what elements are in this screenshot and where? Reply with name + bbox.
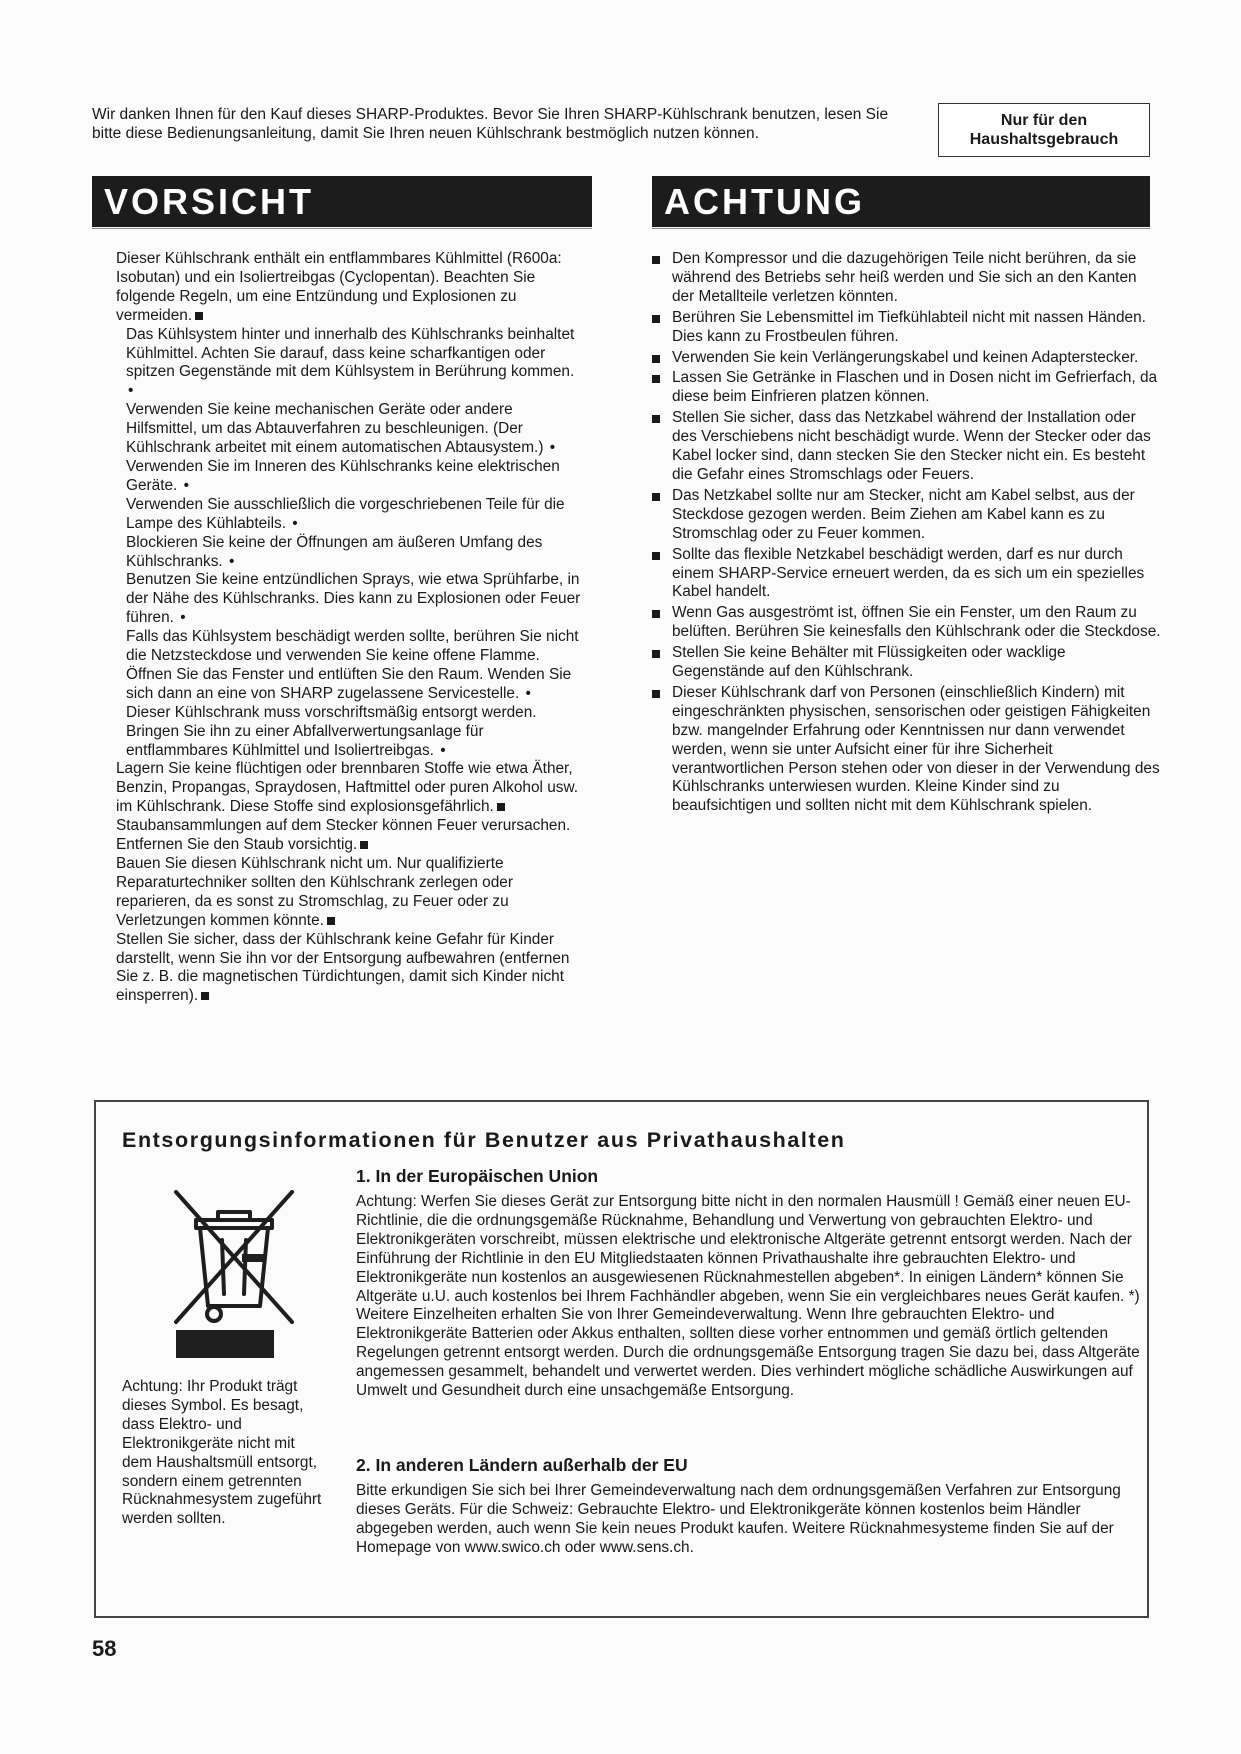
- achtung-item: Stellen Sie sicher, dass das Netzkabel während der Installation oder des Verschiebens nicht beschädigt wurde. Wenn der Stecker oder das Kabel locker sind, dann stecken Sie den Stecker nicht ein. Es besteht die Gefahr eines Stromschlags oder Feuers.: [652, 409, 1162, 485]
- bullet-square: [360, 841, 368, 849]
- badge-line2: Haushaltsgebrauch: [969, 131, 1119, 148]
- vorsicht-sub-item: Das Kühlsystem hinter und innerhalb des Kühlschranks beinhaltet Kühlmittel. Achten Sie darauf, dass keine scharfkantigen oder spitzen Gegenstände mit dem Kühlsystem in Berührung kommen. •: [126, 325, 575, 400]
- symbol-note: Achtung: Ihr Produkt trägt dieses Symbol. Es besagt, dass Elektro- und Elektronikgeräte nicht mit dem Haushaltsmüll entsorgt, sondern einem getrennten Rücknahmesystem zugeführt werden sollten.: [122, 1378, 322, 1528]
- vorsicht-sub-item: Falls das Kühlsystem beschädigt werden sollte, berühren Sie nicht die Netzsteckdose und verwenden Sie keine offene Flamme. Öffnen Sie das Fenster und entlüften Sie den Raum. Wenden Sie sich dann an eine von SHARP zugelassene Servicestelle. •: [126, 628, 579, 702]
- household-use-badge: [938, 103, 1150, 157]
- page-number: 58: [92, 1636, 117, 1661]
- achtung-item: Dieser Kühlschrank darf von Personen (einschließlich Kindern) mit eingeschränkten physischen, sensorischen oder geistigen Fähigkeiten bzw. mangelnder Erfahrung oder Kenntnissen nur dann verwendet werden, wenn sie unter Aufsicht einer für ihre Sicherheit verantwortlichen Person stehen oder von dieser in der Verwendung des Kühlschranks unterwiesen wurden. Kleine Kinder sind zu beaufsichtigen und sollten nicht mit dem Kühlschrank spielen.: [652, 684, 1162, 816]
- achtung-column: [652, 250, 1162, 818]
- intro-text: Wir danken Ihnen für den Kauf dieses SHARP-Produktes. Bevor Sie Ihren SHARP-Kühlschrank benutzen, lesen Sie bitte diese Bedienungsanleitung, damit Sie Ihren neuen Kühlschrank bestmöglich nutzen können.: [92, 106, 889, 142]
- eu-section-title: 1. In der Europäischen Union: [356, 1166, 599, 1186]
- bullet-square: [652, 650, 660, 658]
- bullet-square: [652, 375, 660, 383]
- achtung-heading: ACHTUNG: [652, 176, 1150, 227]
- vorsicht-item: Lagern Sie keine flüchtigen oder brennbaren Stoffe wie etwa Äther, Benzin, Propangas, Spraydosen, Haftmittel oder puren Alkohol usw. im Kühlschrank. Diese Stoffe sind explosionsgefährlich.: [116, 760, 578, 816]
- bullet-square: [652, 493, 660, 501]
- achtung-item: Stellen Sie keine Behälter mit Flüssigkeiten oder wacklige Gegenstände auf den Kühlschrank.: [652, 644, 1162, 682]
- bullet-square: [652, 552, 660, 560]
- vorsicht-sub-item: Verwenden Sie im Inneren des Kühlschranks keine elektrischen Geräte. •: [126, 457, 560, 494]
- achtung-item: Das Netzkabel sollte nur am Stecker, nicht am Kabel selbst, aus der Steckdose gezogen werden. Beim Ziehen am Kabel kann es zu Stromschlag oder zu Feuer kommen.: [652, 487, 1162, 544]
- vorsicht-item: Bauen Sie diesen Kühlschrank nicht um. Nur qualifizierte Reparaturtechniker sollten den Kühlschrank zerlegen oder reparieren, da es sonst zu Stromschlag, zu Feuer oder zu Verletzungen kommen könnte.: [116, 855, 513, 929]
- achtung-item: Den Kompressor und die dazugehörigen Teile nicht berühren, da sie während des Betriebs sehr heiß werden und Sie sich an den Kanten der Metallteile verletzen könnten.: [652, 250, 1162, 307]
- vorsicht-rule: [92, 228, 592, 229]
- vorsicht-item: Stellen Sie sicher, dass der Kühlschrank keine Gefahr für Kinder darstellt, wenn Sie ihn vor der Entsorgung aufbewahren (entfernen Sie z. B. die magnetischen Türdichtungen, damit sich Kinder nicht einsperren).: [116, 930, 570, 1005]
- vorsicht-column: [116, 250, 586, 1006]
- bullet-square: [652, 415, 660, 423]
- bullet-square: [327, 917, 335, 925]
- vorsicht-intro-paragraph: Dieser Kühlschrank enthält ein entflammbares Kühlmittel (R600a: Isobutan) und ein Isoliertreibgas (Cyclopentan). Beachten Sie folgende Regeln, um eine Entzündung und Explosionen zu vermeiden.: [116, 250, 562, 324]
- achtung-item: Wenn Gas ausgeströmt ist, öffnen Sie ein Fenster, um den Raum zu belüften. Berühren Sie keinesfalls den Kühlschrank oder die Steckdose.: [652, 604, 1162, 642]
- bullet-square: [201, 992, 209, 1000]
- vorsicht-sub-item: Verwenden Sie keine mechanischen Geräte oder andere Hilfsmittel, um das Abtauverfahren zu beschleunigen. (Der Kühlschrank arbeitet mit einem automatischen Abtausystem.) •: [126, 401, 556, 457]
- vorsicht-sub-item: Blockieren Sie keine der Öffnungen am äußeren Umfang des Kühlschranks. •: [126, 533, 543, 570]
- badge-line1: Nur für den: [1000, 112, 1088, 129]
- vorsicht-sub-item: Verwenden Sie ausschließlich die vorgeschriebenen Teile für die Lampe des Kühlabteils. •: [126, 495, 565, 532]
- achtung-rule: [652, 228, 1150, 229]
- bullet-square: [195, 312, 203, 320]
- disposal-info-box: [94, 1100, 1149, 1618]
- achtung-item: Berühren Sie Lebensmittel im Tiefkühlabteil nicht mit nassen Händen. Dies kann zu Frostbeulen führen.: [652, 309, 1162, 347]
- vorsicht-heading: VORSICHT: [92, 176, 592, 227]
- bullet-square: [497, 803, 505, 811]
- bullet-square: [652, 355, 660, 363]
- vorsicht-sub-item: Dieser Kühlschrank muss vorschriftsmäßig entsorgt werden. Bringen Sie ihn zu einer Abfallverwertungsanlage für entflammbares Kühlmittel und Isoliertreibgas. •: [126, 703, 537, 759]
- disposal-title: Entsorgungsinformationen für Benutzer aus Privathaushalten: [122, 1128, 846, 1152]
- achtung-item: Lassen Sie Getränke in Flaschen und in Dosen nicht im Gefrierfach, da diese beim Einfrieren platzen können.: [652, 369, 1162, 407]
- non-eu-section-title: 2. In anderen Ländern außerhalb der EU: [356, 1455, 688, 1475]
- bullet-square: [652, 315, 660, 323]
- eu-section-body: Achtung: Werfen Sie dieses Gerät zur Entsorgung bitte nicht in den normalen Hausmüll ! Gemäß einer neuen EU-Richtlinie, die die ordnungsgemäße Rücknahme, Behandlung und Verwertung von gebrauchten Elektro- und Elektronikgeräten vorschreibt, müssen elektrische und elektronische Altgeräte getrennt entsorgt werden. Nach der Einführung der Richtlinie in den EU Mitgliedstaaten können Privathaushalte ihre gebrauchten Elektro- und Elektronikgeräte nun kostenlos an ausgewiesenen Rücknahmestellen abgeben*. In einigen Ländern* können Sie Altgeräte u.U. auch kostenlos bei Ihrem Fachhändler abgeben, wenn Sie ein vergleichbares neues Gerät kaufen. *) Weitere Einzelheiten erhalten Sie von Ihrer Gemeindeverwaltung. Wenn Ihre gebrauchten Elektro- und Elektronikgeräte Batterien oder Akkus enthalten, sollten diese vorher entnommen und gemäß örtlich geltenden Regelungen getrennt entsorgt werden. Durch die ordnungsgemäße Entsorgung tragen Sie dazu bei, dass Altgeräte angemessen gesammelt, behandelt und verwertet werden. Dies verhindert mögliche schädliche Auswirkungen auf Umwelt und Gesundheit durch eine unsachgemäße Entsorgung.: [356, 1193, 1140, 1400]
- bullet-square: [652, 690, 660, 698]
- achtung-item: Sollte das flexible Netzkabel beschädigt werden, darf es nur durch einem SHARP-Service erneuert werden, da es sich um ein spezielles Kabel handelt.: [652, 546, 1162, 603]
- bullet-square: [652, 256, 660, 264]
- non-eu-section-body: Bitte erkundigen Sie sich bei Ihrer Gemeindeverwaltung nach dem ordnungsgemäßen Verfahren zur Entsorgung dieses Geräts. Für die Schweiz: Gebrauchte Elektro- und Elektronikgeräte können kostenlos beim Händler abgegeben werden, auch wenn Sie kein neues Produkt kaufen. Weitere Rücknahmesysteme finden Sie auf der Homepage von www.swico.ch oder www.sens.ch.: [356, 1482, 1121, 1556]
- black-bar-symbol: [176, 1330, 274, 1358]
- vorsicht-sub-item: Benutzen Sie keine entzündlichen Sprays, wie etwa Sprühfarbe, in der Nähe des Kühlschranks. Dies kann zu Explosionen oder Feuer führen. •: [126, 571, 581, 627]
- vorsicht-item: Staubansammlungen auf dem Stecker können Feuer verursachen. Entfernen Sie den Staub vorsichtig.: [116, 817, 571, 854]
- bullet-square: [652, 610, 660, 618]
- achtung-item: Verwenden Sie kein Verlängerungskabel und keinen Adapterstecker.: [652, 349, 1162, 368]
